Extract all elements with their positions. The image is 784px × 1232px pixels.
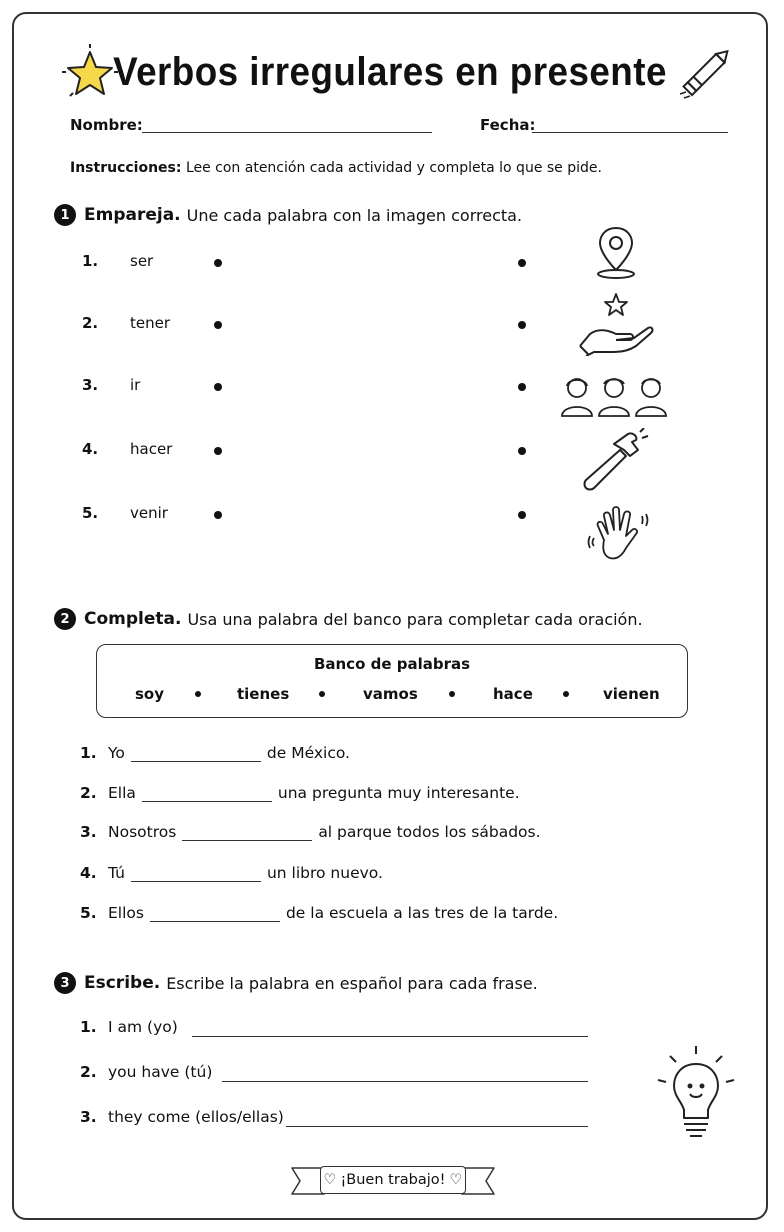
hand-holding-star-icon [576,290,654,356]
write-phrase: they come (ellos/ellas) [108,1108,284,1126]
sentence [80,823,541,841]
date-label: Fecha: [480,116,536,134]
match-number: 5. [82,504,99,522]
bank-separator [195,691,201,697]
sentence [80,864,383,882]
sentence-number: 5. [80,904,97,922]
match-row [14,252,766,282]
section-2-title: Completa. [84,609,182,629]
section-1-header [54,204,522,226]
section-2-text: Usa una palabra del banco para completar cada oración. [187,609,643,629]
left-dot[interactable] [214,321,222,329]
write-answer-line[interactable] [222,1081,588,1082]
name-field[interactable] [142,132,432,133]
sentence-number: 3. [80,823,97,841]
write-item [80,1018,178,1036]
match-number: 3. [82,376,99,394]
pencil-icon [678,42,740,100]
sentence-end: una pregunta muy interesante. [277,784,520,802]
bank-separator [449,691,455,697]
sentence-start: Ella [108,784,136,802]
three-people-icon [558,370,670,418]
sentence-end: de México. [266,744,350,762]
instructions-label: Instrucciones: [70,160,182,176]
match-number: 2. [82,314,99,332]
left-dot[interactable] [214,259,222,267]
page-title: Verbos irregulares en presente [113,50,667,94]
word-bank-title: Banco de palabras [313,655,471,673]
bank-word: vamos [363,685,418,703]
section-1-number: 1 [54,204,76,226]
bank-word: hace [493,685,533,703]
sentence-start: Ellos [108,904,144,922]
match-row [14,440,766,470]
footer-banner [290,1158,496,1202]
write-number: 3. [80,1108,97,1126]
sentence-number: 4. [80,864,97,882]
section-3-number: 3 [54,972,76,994]
write-number: 1. [80,1018,97,1036]
sentence-end: de la escuela a las tres de la tarde. [285,904,559,922]
section-1-text: Une cada palabra con la imagen correcta. [186,205,523,225]
section-1-title: Empareja. [84,205,181,225]
word-bank [96,644,688,718]
heart-icon: ♡ [323,1172,337,1188]
sentence-start: Yo [108,744,125,762]
sentence-number: 1. [80,744,97,762]
right-dot[interactable] [518,447,526,455]
sentence-number: 2. [80,784,97,802]
location-pin-icon [588,222,644,282]
sentence-end: al parque todos los sábados. [318,823,541,841]
left-dot[interactable] [214,383,222,391]
write-answer-line[interactable] [286,1126,588,1127]
section-2-header [54,608,643,630]
answer-blank[interactable] [131,748,261,762]
footer-text: ¡Buen trabajo! [340,1172,446,1188]
date-field[interactable] [532,132,728,133]
right-dot[interactable] [518,321,526,329]
write-phrase: I am (yo) [108,1018,178,1036]
sentence-end: un libro nuevo. [266,864,383,882]
write-answer-line[interactable] [192,1036,588,1037]
sentence [80,904,558,922]
answer-blank[interactable] [150,908,280,922]
sentence-start: Nosotros [108,823,177,841]
match-word: venir [130,504,168,522]
right-dot[interactable] [518,259,526,267]
answer-blank[interactable] [131,868,261,882]
match-number: 1. [82,252,99,270]
match-word: hacer [130,440,173,458]
match-word: tener [130,314,171,332]
write-phrase: you have (tú) [108,1063,213,1081]
hammer-icon [580,428,650,492]
section-2-number: 2 [54,608,76,630]
right-dot[interactable] [518,383,526,391]
sentence-start: Tú [108,864,125,882]
section-3-text: Escribe la palabra en español para cada frase. [166,973,538,993]
worksheet [12,12,768,1220]
instructions-text: Lee con atención cada actividad y completa lo que se pide. [185,160,602,176]
bank-separator [319,691,325,697]
bank-word: tienes [237,685,290,703]
name-label: Nombre: [70,116,143,134]
write-item [80,1108,284,1126]
instructions [70,160,602,176]
bank-word: vienen [603,685,660,703]
sentence [80,784,520,802]
footer-message [320,1166,466,1194]
bank-separator [563,691,569,697]
left-dot[interactable] [214,511,222,519]
answer-blank[interactable] [142,788,272,802]
right-dot[interactable] [518,511,526,519]
section-3-title: Escribe. [84,973,161,993]
match-number: 4. [82,440,99,458]
write-number: 2. [80,1063,97,1081]
section-3-header [54,972,538,994]
match-word: ir [130,376,141,394]
waving-hand-icon [580,500,658,572]
match-word: ser [130,252,154,270]
heart-icon: ♡ [449,1172,463,1188]
sentence [80,744,350,762]
answer-blank[interactable] [182,827,312,841]
lightbulb-icon [654,1042,738,1146]
bank-word: soy [135,685,165,703]
write-item [80,1063,212,1081]
left-dot[interactable] [214,447,222,455]
